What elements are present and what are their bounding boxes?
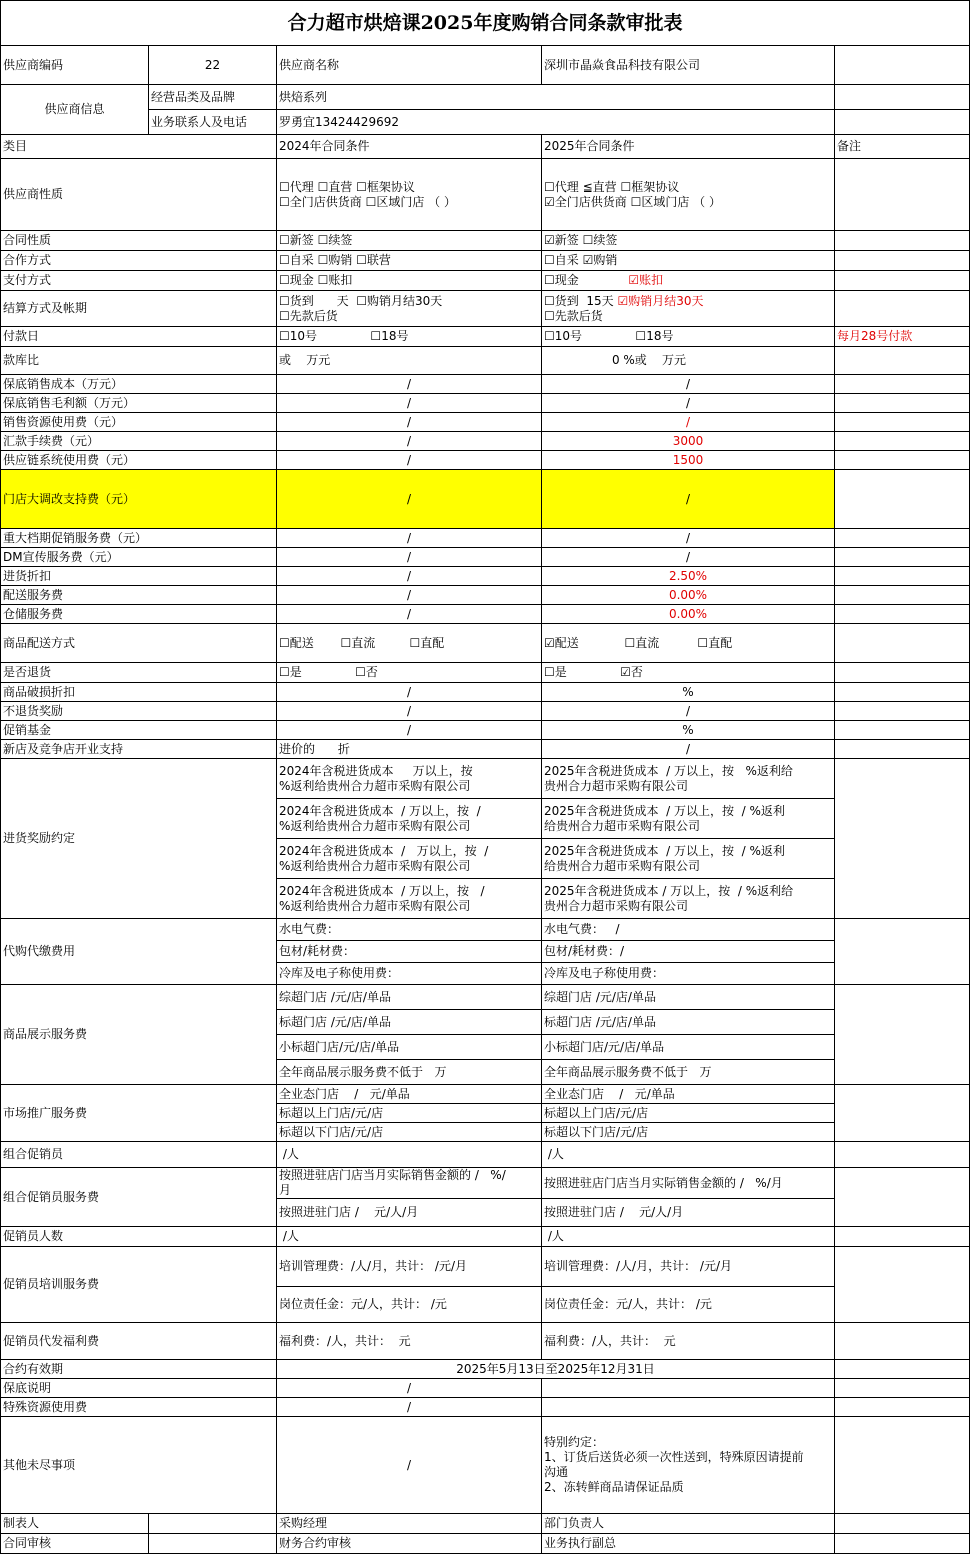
empty-cell — [835, 529, 970, 548]
min-cost-2025: / — [542, 375, 835, 394]
empty-cell — [835, 586, 970, 605]
other-2025 — [542, 1417, 835, 1514]
reward-text: %返利给贵州合力超市采购有限公司 — [279, 898, 471, 913]
empty-cell — [835, 85, 970, 110]
pay-2025-cash: ☐现金 — [544, 273, 629, 287]
empty-cell — [542, 1379, 835, 1398]
welfare-2024: 福利费：/人，共计： 元 — [277, 1323, 542, 1360]
damage-2024: / — [277, 683, 542, 702]
reward-2025-item — [542, 799, 835, 839]
empty-cell — [835, 1323, 970, 1360]
purchase-mgr-label: 采购经理 — [277, 1514, 542, 1534]
supply-fee-2025: 1500 — [542, 451, 835, 470]
delivery-mode-2025: ☑配送 ☐直流 ☐直配 — [542, 624, 835, 663]
promo-fund-2025: % — [542, 721, 835, 740]
empty-cell — [835, 567, 970, 586]
settle-2024 — [277, 291, 542, 327]
reward-text: 2024年含税进货成本 万以上，按 — [279, 763, 473, 778]
group-fee-2024 — [277, 1168, 542, 1199]
row-label: 是否退货 — [1, 663, 277, 683]
vp-label: 业务执行副总 — [542, 1534, 835, 1554]
pay-2025 — [542, 271, 835, 291]
no-return-2025: / — [542, 702, 835, 721]
proxy-2025: 水电气费： / — [542, 919, 835, 941]
header-2025: 2025年合同条件 — [542, 135, 835, 159]
group-fee-2025: 按照进驻店门店当月实际销售金额的 / %/月 — [542, 1168, 835, 1199]
returns-2025: ☐是 ☑否 — [542, 663, 835, 683]
reward-text: 给贵州合力超市采购有限公司 — [544, 818, 701, 833]
settle-2025 — [542, 291, 835, 327]
row-label: 付款日 — [1, 327, 277, 347]
row-label: 重大档期促销服务费（元） — [1, 529, 277, 548]
form-title: 合力超市烘焙课2025年度购销合同条款审批表 — [1, 1, 970, 46]
empty-cell — [835, 985, 970, 1085]
display-2025: 全年商品展示服务费不低于 万 — [542, 1060, 835, 1085]
validity-value: 2025年5月13日至2025年12月31日 — [277, 1360, 835, 1379]
empty-cell — [835, 470, 970, 529]
settle-2025-arrival: ☐货到 15天 — [544, 293, 618, 308]
reward-text: 贵州合力超市采购有限公司 — [544, 898, 689, 913]
new-store-2025: / — [542, 740, 835, 759]
proxy-2024: 包材/耗材费： — [277, 941, 542, 963]
row-label: 结算方式及帐期 — [1, 291, 277, 327]
finance-label: 财务合约审核 — [277, 1534, 542, 1554]
reward-text: 2025年含税进货成本 / 万以上，按 / %返利给 — [544, 883, 794, 898]
contract-nature-2024: ☐新签 ☐续签 — [277, 231, 542, 251]
ratio-2025: 0 %或 万元 — [542, 347, 835, 375]
renovation-2025: / — [542, 470, 835, 529]
welfare-2025: 福利费：/人，共计： 元 — [542, 1323, 835, 1360]
reward-text: 2024年含税进货成本 / 万以上，按 / — [279, 843, 489, 858]
row-label: 市场推广服务费 — [1, 1085, 277, 1142]
reward-text: 2025年含税进货成本 / 万以上，按 / %返利 — [544, 843, 785, 858]
empty-cell — [835, 1534, 970, 1554]
empty-cell — [835, 394, 970, 413]
settle-2024-line1: ☐货到 天 ☐购销月结30天 — [279, 293, 443, 308]
ratio-2024: 或 万元 — [277, 347, 542, 375]
row-label: 销售资源使用费（元） — [1, 413, 277, 432]
reward-2024-item — [277, 839, 542, 879]
row-label: 合约有效期 — [1, 1360, 277, 1379]
reward-text: %返利给贵州合力超市采购有限公司 — [279, 818, 471, 833]
reward-2024-item — [277, 879, 542, 919]
proxy-2024: 冷库及电子称使用费： — [277, 963, 542, 985]
promo-fee-2024: / — [277, 529, 542, 548]
nature-2025 — [542, 159, 835, 231]
empty-cell — [835, 919, 970, 985]
reward-2024-item — [277, 799, 542, 839]
other-text: 沟通 — [544, 1465, 569, 1479]
empty-cell — [835, 271, 970, 291]
payday-2024: ☐10号 ☐18号 — [277, 327, 542, 347]
group-promoter-2025: /人 — [542, 1142, 835, 1168]
resource-fee-2024: / — [277, 413, 542, 432]
empty-cell — [835, 1379, 970, 1398]
dept-head-label: 部门负责人 — [542, 1514, 835, 1534]
row-label: 供应商性质 — [1, 159, 277, 231]
special-fee-value: / — [277, 1398, 542, 1417]
payday-remark: 每月28号付款 — [835, 327, 970, 347]
empty-cell — [835, 1085, 970, 1142]
promoter-count-2024: /人 — [277, 1227, 542, 1247]
supply-fee-2024: / — [277, 451, 542, 470]
market-2024: 标超以下门店/元/店 — [277, 1123, 542, 1142]
renovation-2024: / — [277, 470, 542, 529]
reward-2025-item — [542, 839, 835, 879]
contact-value: 罗勇宜13424429692 — [277, 110, 835, 135]
other-text: 2、冻转鲜商品请保证品质 — [544, 1480, 684, 1494]
empty-cell — [835, 624, 970, 663]
empty-cell — [835, 251, 970, 271]
storage-fee-2025: 0.00% — [542, 605, 835, 624]
group-fee-text: 月 — [279, 1183, 292, 1197]
category-label: 经营品类及品牌 — [149, 85, 277, 110]
market-2024: 标超以上门店/元/店 — [277, 1104, 542, 1123]
damage-2025: % — [542, 683, 835, 702]
no-return-2024: / — [277, 702, 542, 721]
row-label: 供应链系统使用费（元） — [1, 451, 277, 470]
payday-2025: ☐10号 ☐18号 — [542, 327, 835, 347]
coop-2024: ☐自采 ☐购销 ☐联营 — [277, 251, 542, 271]
row-label: 代购代缴费用 — [1, 919, 277, 985]
pay-2025-deduct: ☑账扣 — [628, 273, 664, 287]
remit-fee-2024: / — [277, 432, 542, 451]
row-label: 商品展示服务费 — [1, 985, 277, 1085]
group-fee-2025: 按照进驻门店 / 元/人/月 — [542, 1199, 835, 1227]
header-remark: 备注 — [835, 135, 970, 159]
row-label: 其他未尽事项 — [1, 1417, 277, 1514]
empty-cell — [835, 1417, 970, 1514]
display-2025: 小标超门店/元/店/单品 — [542, 1035, 835, 1060]
maker-label: 制表人 — [1, 1514, 149, 1534]
header-category: 类目 — [1, 135, 277, 159]
other-text: 特别约定： — [544, 1435, 605, 1449]
supplier-info-label: 供应商信息 — [1, 85, 149, 135]
row-label: 进货奖励约定 — [1, 759, 277, 919]
supplier-code-value: 22 — [149, 46, 277, 85]
nature-2024-line2: ☐全门店供货商 ☐区域门店 （ ） — [279, 194, 456, 209]
settle-2025-monthly: ☑购销月结30天 — [617, 293, 704, 308]
empty-cell — [835, 1227, 970, 1247]
nature-2025-line2: ☑全门店供货商 ☐区域门店 （ ） — [544, 194, 721, 209]
min-margin-2024: / — [277, 394, 542, 413]
empty-cell — [835, 759, 970, 919]
reward-2025-item — [542, 759, 835, 799]
row-label: 汇款手续费（元） — [1, 432, 277, 451]
row-label: 不退货奖励 — [1, 702, 277, 721]
reward-text: 2025年含税进货成本 / 万以上，按 %返利给 — [544, 763, 793, 778]
supplier-name-label: 供应商名称 — [277, 46, 542, 85]
row-label: 促销基金 — [1, 721, 277, 740]
nature-2025-line1: ☐代理 ≦直营 ☐框架协议 — [544, 179, 680, 194]
delivery-fee-2024: / — [277, 586, 542, 605]
promoter-count-2025: /人 — [542, 1227, 835, 1247]
reward-text: 2024年含税进货成本 / 万以上，按 / — [279, 803, 481, 818]
row-label: 商品配送方式 — [1, 624, 277, 663]
storage-fee-2024: / — [277, 605, 542, 624]
empty-cell — [835, 1168, 970, 1227]
empty-cell — [835, 46, 970, 85]
reward-text: 2024年含税进货成本 / 万以上，按 / — [279, 883, 485, 898]
empty-cell — [149, 1514, 277, 1534]
settle-2025-line2: ☐先款后货 — [544, 308, 603, 323]
contract-nature-2025: ☑新签 ☐续签 — [542, 231, 835, 251]
display-2025: 综超门店 /元/店/单品 — [542, 985, 835, 1010]
empty-cell — [835, 721, 970, 740]
proxy-2025: 包材/耗材费：/ — [542, 941, 835, 963]
row-label: 合作方式 — [1, 251, 277, 271]
empty-cell — [835, 1514, 970, 1534]
row-label: 款库比 — [1, 347, 277, 375]
empty-cell — [835, 1142, 970, 1168]
empty-cell — [835, 683, 970, 702]
resource-fee-2025: / — [542, 413, 835, 432]
row-label: 促销员人数 — [1, 1227, 277, 1247]
row-label: 新店及竞争店开业支持 — [1, 740, 277, 759]
display-2024: 标超门店 /元/店/单品 — [277, 1010, 542, 1035]
display-2024: 综超门店 /元/店/单品 — [277, 985, 542, 1010]
discount-2025: 2.50% — [542, 567, 835, 586]
row-label: 组合促销员 — [1, 1142, 277, 1168]
display-2024: 全年商品展示服务费不低于 万 — [277, 1060, 542, 1085]
row-label: 支付方式 — [1, 271, 277, 291]
empty-cell — [835, 291, 970, 327]
supplier-code-label: 供应商编码 — [1, 46, 149, 85]
row-label: 商品破损折扣 — [1, 683, 277, 702]
proxy-2025: 冷库及电子称使用费： — [542, 963, 835, 985]
row-label: DM宣传服务费（元） — [1, 548, 277, 567]
empty-cell — [835, 375, 970, 394]
min-cost-2024: / — [277, 375, 542, 394]
new-store-2024: 进价的 折 — [277, 740, 542, 759]
group-fee-2024: 按照进驻门店 / 元/人/月 — [277, 1199, 542, 1227]
header-2024: 2024年合同条件 — [277, 135, 542, 159]
empty-cell — [835, 451, 970, 470]
display-2024: 小标超门店/元/店/单品 — [277, 1035, 542, 1060]
reward-text: %返利给贵州合力超市采购有限公司 — [279, 778, 471, 793]
dm-fee-2025: / — [542, 548, 835, 567]
reward-text: 2025年含税进货成本 / 万以上，按 / %返利 — [544, 803, 785, 818]
delivery-mode-2024: ☐配送 ☐直流 ☐直配 — [277, 624, 542, 663]
row-label: 组合促销员服务费 — [1, 1168, 277, 1227]
returns-2024: ☐是 ☐否 — [277, 663, 542, 683]
other-text: 1、订货后送货必须一次性送到，特殊原因请提前 — [544, 1450, 804, 1464]
empty-cell — [835, 740, 970, 759]
group-promoter-2024: /人 — [277, 1142, 542, 1168]
discount-2024: / — [277, 567, 542, 586]
empty-cell — [542, 1398, 835, 1417]
display-2025: 标超门店 /元/店/单品 — [542, 1010, 835, 1035]
training-2024: 培训管理费：/人/月，共计： /元/月 — [277, 1247, 542, 1287]
row-label: 进货折扣 — [1, 567, 277, 586]
training-2024: 岗位责任金：元/人，共计： /元 — [277, 1287, 542, 1323]
market-2025: 标超以下门店/元/店 — [542, 1123, 835, 1142]
empty-cell — [149, 1534, 277, 1554]
empty-cell — [835, 231, 970, 251]
row-label: 保底说明 — [1, 1379, 277, 1398]
other-2024: / — [277, 1417, 542, 1514]
pay-2024: ☐现金 ☐账扣 — [277, 271, 542, 291]
coop-2025: ☐自采 ☑购销 — [542, 251, 835, 271]
empty-cell — [835, 110, 970, 135]
settle-2024-line2: ☐先款后货 — [279, 308, 338, 323]
training-2025: 培训管理费：/人/月，共计： /元/月 — [542, 1247, 835, 1287]
remit-fee-2025: 3000 — [542, 432, 835, 451]
empty-cell — [835, 605, 970, 624]
min-margin-2025: / — [542, 394, 835, 413]
row-label: 特殊资源使用费 — [1, 1398, 277, 1417]
empty-cell — [835, 548, 970, 567]
market-2024: 全业态门店 / 元/单品 — [277, 1085, 542, 1104]
row-label: 保底销售成本（万元） — [1, 375, 277, 394]
empty-cell — [835, 347, 970, 375]
nature-2024 — [277, 159, 542, 231]
empty-cell — [835, 663, 970, 683]
delivery-fee-2025: 0.00% — [542, 586, 835, 605]
promo-fund-2024: / — [277, 721, 542, 740]
reward-text: 贵州合力超市采购有限公司 — [544, 778, 689, 793]
empty-cell — [835, 1247, 970, 1323]
reward-2025-item — [542, 879, 835, 919]
training-2025: 岗位责任金：元/人，共计： /元 — [542, 1287, 835, 1323]
guarantee-value: / — [277, 1379, 542, 1398]
supplier-name-value: 深圳市晶焱食品科技有限公司 — [542, 46, 835, 85]
reward-text: 给贵州合力超市采购有限公司 — [544, 858, 701, 873]
empty-cell — [835, 413, 970, 432]
row-label: 促销员培训服务费 — [1, 1247, 277, 1323]
market-2025: 标超以上门店/元/店 — [542, 1104, 835, 1123]
contact-label: 业务联系人及电话 — [149, 110, 277, 135]
empty-cell — [835, 159, 970, 231]
dm-fee-2024: / — [277, 548, 542, 567]
empty-cell — [835, 1398, 970, 1417]
reward-text: %返利给贵州合力超市采购有限公司 — [279, 858, 471, 873]
group-fee-text: 按照进驻店门店当月实际销售金额的 / %/ — [279, 1168, 506, 1182]
nature-2024-line1: ☐代理 ☐直营 ☐框架协议 — [279, 179, 415, 194]
reward-2024-item — [277, 759, 542, 799]
market-2025: 全业态门店 / 元/单品 — [542, 1085, 835, 1104]
row-label: 仓储服务费 — [1, 605, 277, 624]
empty-cell — [835, 432, 970, 451]
row-label: 保底销售毛利额（万元） — [1, 394, 277, 413]
row-label: 促销员代发福利费 — [1, 1323, 277, 1360]
category-value: 烘焙系列 — [277, 85, 835, 110]
empty-cell — [835, 702, 970, 721]
empty-cell — [835, 1360, 970, 1379]
review-label: 合同审核 — [1, 1534, 149, 1554]
row-label: 配送服务费 — [1, 586, 277, 605]
row-label: 合同性质 — [1, 231, 277, 251]
promo-fee-2025: / — [542, 529, 835, 548]
proxy-2024: 水电气费： — [277, 919, 542, 941]
row-label: 门店大调改支持费（元） — [1, 470, 277, 529]
